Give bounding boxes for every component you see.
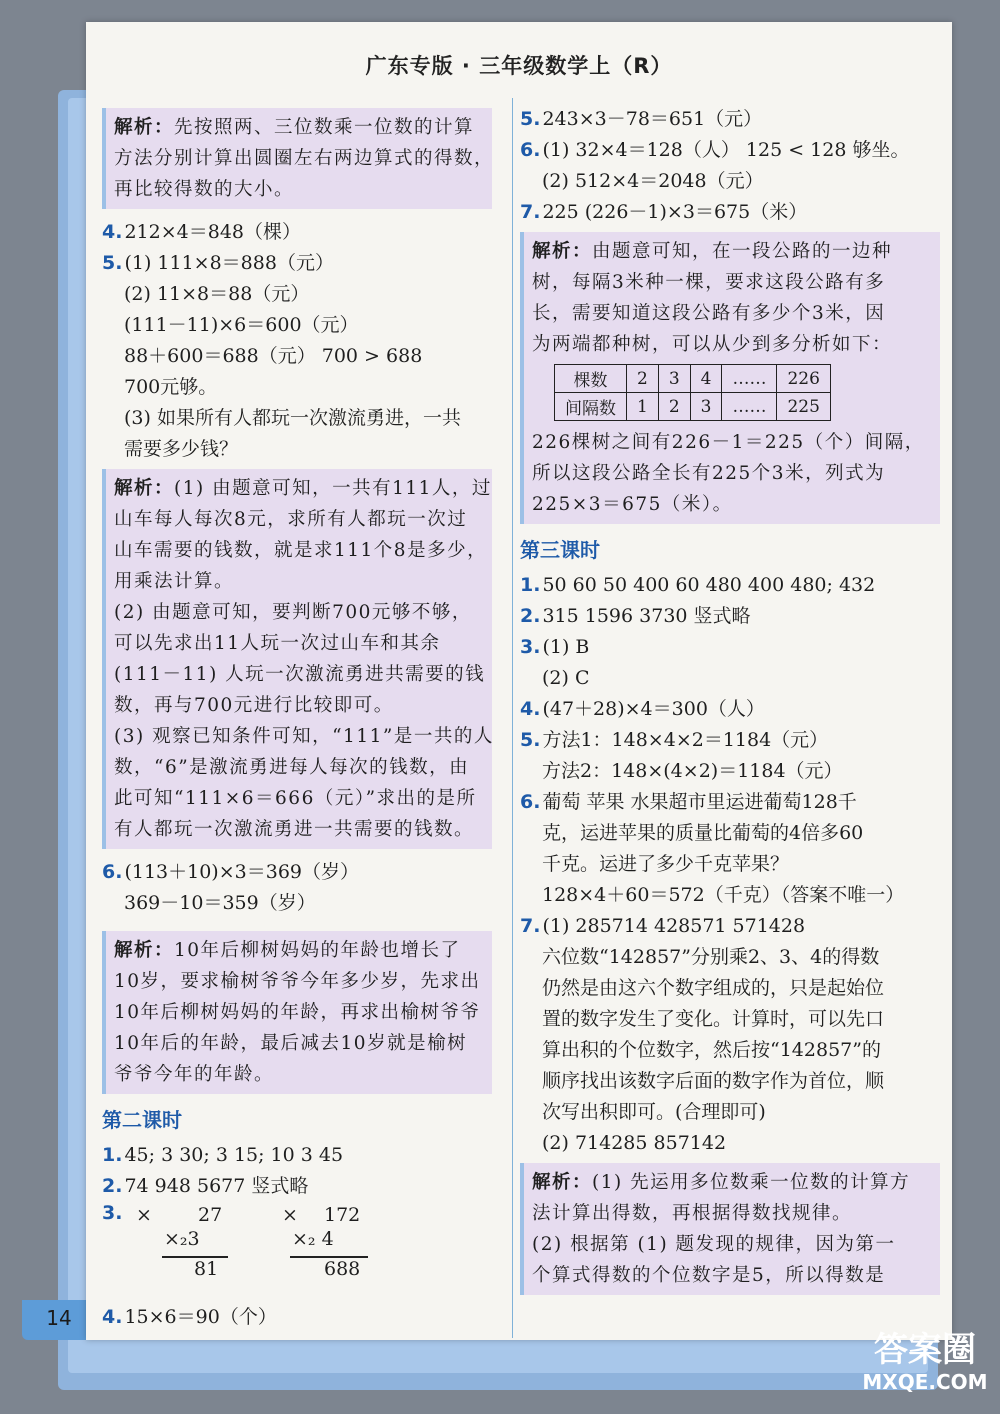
- question-number: 2.: [520, 605, 541, 627]
- analysis-box: [520, 1163, 940, 1295]
- answer-item: [520, 694, 940, 725]
- answer-page: [86, 22, 952, 1340]
- answer-text: 15×6＝90（个）: [124, 1306, 277, 1328]
- question-number: 6.: [102, 861, 123, 883]
- table-cell: 间隔数: [555, 393, 627, 421]
- site-watermark: [860, 1330, 990, 1394]
- calc-mid: ×₂ 4: [292, 1228, 334, 1250]
- column-divider: [512, 98, 513, 1338]
- question-number: 3.: [102, 1202, 123, 1224]
- calc-result: 81: [194, 1258, 219, 1280]
- answer-text: 六位数“142857”分别乘2、3、4的得数: [542, 946, 880, 968]
- answer-text: 方法2：148×(4×2)＝1184（元）: [542, 760, 843, 782]
- tree-interval-table: [554, 364, 831, 421]
- answer-item: [102, 248, 492, 279]
- analysis-text: 225×3＝675（米）。: [532, 494, 733, 515]
- answer-text: 克，运进苹果的质量比葡萄的4倍多60: [542, 822, 864, 844]
- analysis-text: (2) 根据第 (1) 题发现的规律，因为第一: [532, 1234, 896, 1255]
- question-number: 7.: [520, 915, 541, 937]
- analysis-text: 10岁，要求榆树爷爷今年多少岁，先求出: [114, 971, 481, 992]
- watermark-site: MXQE.COM: [862, 1370, 988, 1394]
- table-cell: ……: [722, 365, 777, 393]
- analysis-text: 有人都玩一次激流勇进一共需要的钱数。: [114, 819, 475, 840]
- answer-item: [102, 1171, 492, 1202]
- table-cell: 226: [777, 365, 830, 393]
- question-number: 6.: [520, 791, 541, 813]
- table-cell: 2: [627, 365, 659, 393]
- analysis-text: (1) 由题意可知，一共有111人，过: [174, 478, 492, 499]
- answer-item: [520, 787, 940, 818]
- table-cell: 4: [690, 365, 722, 393]
- calc-mid: ×₂3: [164, 1228, 200, 1250]
- analysis-text: 由题意可知，在一段公路的一边种: [592, 241, 893, 262]
- analysis-label: 解析：: [532, 241, 593, 262]
- analysis-text: (1) 先运用多位数乘一位数的计算方: [592, 1172, 911, 1193]
- analysis-text: 再比较得数的大小。: [114, 179, 295, 200]
- answer-item: [520, 725, 940, 756]
- answer-text: (1) B: [542, 636, 590, 658]
- answer-item: [102, 1140, 492, 1171]
- question-number: 4.: [102, 221, 123, 243]
- analysis-text: (2) 由题意可知，要判断700元够不够，: [114, 602, 472, 623]
- answer-text: (111－11)×6＝600（元）: [124, 314, 359, 336]
- section-title: 第二课时: [102, 1108, 182, 1132]
- table-cell: 3: [658, 365, 690, 393]
- table-cell: 225: [777, 393, 830, 421]
- analysis-text: 方法分别计算出圆圈左右两边算式的得数，: [114, 148, 495, 169]
- vertical-calculation: [102, 1202, 492, 1302]
- analysis-text: 此可知“111×6＝666（元）”求出的是所: [114, 788, 477, 809]
- wrong-mark: ×: [282, 1204, 298, 1226]
- answer-item: [520, 601, 940, 632]
- analysis-label: 解析：: [114, 940, 175, 961]
- answer-text: (2) 714285 857142: [542, 1132, 727, 1154]
- analysis-text: 山车需要的钱数，就是求111个8是多少，: [114, 540, 488, 561]
- question-number: 1.: [102, 1144, 123, 1166]
- answer-text: (2) C: [542, 667, 590, 689]
- page-number: 14: [46, 1306, 72, 1330]
- analysis-text: 10年后柳树妈妈的年龄，再求出榆树爷爷: [114, 1002, 481, 1023]
- answer-item: [102, 857, 492, 888]
- answer-text: (1) 285714 428571 571428: [542, 915, 806, 937]
- answer-text: 千克。运进了多少千克苹果？: [542, 853, 790, 875]
- analysis-text: 树，每隔3米种一棵，要求这段公路有多: [532, 272, 886, 293]
- answer-text: 74 948 5677 竖式略: [124, 1175, 309, 1197]
- analysis-text: 用乘法计算。: [114, 571, 235, 592]
- answer-text: 225 (226－1)×3＝675（米）: [542, 201, 808, 223]
- analysis-text: 山车每人每次8元，求所有人都玩一次过: [114, 509, 468, 530]
- table-cell: 棵数: [555, 365, 627, 393]
- wrong-mark: ×: [136, 1204, 152, 1226]
- calc-result: 688: [324, 1258, 361, 1280]
- answer-item: [520, 911, 940, 942]
- analysis-label: 解析：: [114, 478, 175, 499]
- analysis-box: [102, 931, 492, 1094]
- answer-text: 243×3－78＝651（元）: [542, 108, 763, 130]
- analysis-text: 所以这段公路全长有225个3米，列式为: [532, 463, 886, 484]
- analysis-text: (3) 观察已知条件可知，“111”是一共的人: [114, 726, 494, 747]
- question-number: 5.: [520, 108, 541, 130]
- table-row: [555, 365, 831, 393]
- section-title: 第三课时: [520, 538, 600, 562]
- analysis-text: 226棵树之间有226－1＝225（个）间隔，: [532, 432, 925, 453]
- question-number: 7.: [520, 201, 541, 223]
- answer-item: [520, 197, 940, 228]
- answer-item: [520, 570, 940, 601]
- answer-item: [520, 135, 940, 166]
- answer-text: 仍然是由这六个数字组成的，只是起始位: [542, 977, 885, 999]
- watermark-logo: 答案圈: [874, 1330, 976, 1370]
- calc-top: 172: [324, 1204, 361, 1226]
- answer-item: [520, 632, 940, 663]
- answer-text: 算出积的个位数字，然后按“142857”的: [542, 1039, 881, 1061]
- answer-text: 方法1：148×4×2＝1184（元）: [542, 729, 829, 751]
- analysis-box: [102, 469, 492, 849]
- answer-text: 128×4＋60＝572（千克）（答案不唯一）: [542, 884, 905, 906]
- answer-text: (113＋10)×3＝369（岁）: [124, 861, 359, 883]
- analysis-label: 解析：: [532, 1172, 593, 1193]
- answer-item: [102, 217, 492, 248]
- question-number: 2.: [102, 1175, 123, 1197]
- analysis-text: 法计算出得数，再根据得数找规律。: [532, 1203, 853, 1224]
- analysis-text: 个算式得数的个位数字是5，所以得数是: [532, 1265, 886, 1286]
- answer-text: (47＋28)×4＝300（人）: [542, 698, 765, 720]
- answer-text: (1) 111×8＝888（元）: [124, 252, 334, 274]
- page-header: 广东专版 · 三年级数学上（R）: [365, 54, 673, 78]
- analysis-text: 长，需要知道这段公路有多少个3米，因: [532, 303, 886, 324]
- answer-text: 顺序找出该数字后面的数字作为首位，顺: [542, 1070, 885, 1092]
- answer-text: 置的数字发生了变化。计算时，可以先口: [542, 1008, 885, 1030]
- answer-text: 次写出积即可。(合理即可): [542, 1101, 766, 1123]
- answer-text: (3) 如果所有人都玩一次激流勇进，一共: [124, 407, 461, 429]
- analysis-text: 10年后的年龄，最后减去10岁就是榆树: [114, 1033, 468, 1054]
- question-number: 4.: [520, 698, 541, 720]
- answer-text: (2) 11×8＝88（元）: [124, 283, 310, 305]
- answer-text: 212×4＝848（棵）: [124, 221, 301, 243]
- answer-text: 50 60 50 400 60 480 400 480; 432: [542, 574, 876, 596]
- analysis-box: [520, 232, 940, 524]
- table-cell: 3: [690, 393, 722, 421]
- analysis-text: 可以先求出11人玩一次过山车和其余: [114, 633, 441, 654]
- answer-text: (2) 512×4＝2048（元）: [542, 170, 764, 192]
- answer-text: 45; 3 30; 3 15; 10 3 45: [124, 1144, 344, 1166]
- analysis-text: 数，再与700元进行比较即可。: [114, 695, 394, 716]
- analysis-text: 数，“6”是激流勇进每人每次的钱数，由: [114, 757, 470, 778]
- analysis-text: 为两端都种树，可以从少到多分析如下：: [532, 334, 893, 355]
- analysis-text: 先按照两、三位数乘一位数的计算: [174, 117, 475, 138]
- answer-text: 700元够。: [124, 376, 218, 398]
- question-number: 5.: [102, 252, 123, 274]
- table-cell: ……: [722, 393, 777, 421]
- answer-text: 369－10＝359（岁）: [124, 892, 316, 914]
- answer-text: 葡萄 苹果 水果超市里运进葡萄128千: [542, 791, 857, 813]
- table-cell: 1: [627, 393, 659, 421]
- right-column: [520, 104, 940, 1303]
- answer-text: (1) 32×4＝128（人） 125 < 128 够坐。: [542, 139, 910, 161]
- question-number: 1.: [520, 574, 541, 596]
- analysis-label: 解析：: [114, 117, 175, 138]
- table-cell: 2: [658, 393, 690, 421]
- answer-text: 315 1596 3730 竖式略: [542, 605, 751, 627]
- table-row: [555, 393, 831, 421]
- answer-text: 需要多少钱？: [124, 438, 239, 460]
- question-number: 5.: [520, 729, 541, 751]
- analysis-text: 10年后柳树妈妈的年龄也增长了: [174, 940, 461, 961]
- left-column: [102, 104, 495, 1333]
- question-number: 6.: [520, 139, 541, 161]
- answer-item: [102, 1302, 492, 1333]
- question-number: 4.: [102, 1306, 123, 1328]
- question-number: 3.: [520, 636, 541, 658]
- answer-item: [520, 104, 940, 135]
- answer-text: 88＋600＝688（元） 700 > 688: [124, 345, 423, 367]
- calc-top: 27: [198, 1204, 223, 1226]
- analysis-text: (111－11) 人玩一次激流勇进共需要的钱: [114, 664, 486, 685]
- analysis-text: 爷爷今年的年龄。: [114, 1064, 275, 1085]
- analysis-box: [102, 108, 495, 209]
